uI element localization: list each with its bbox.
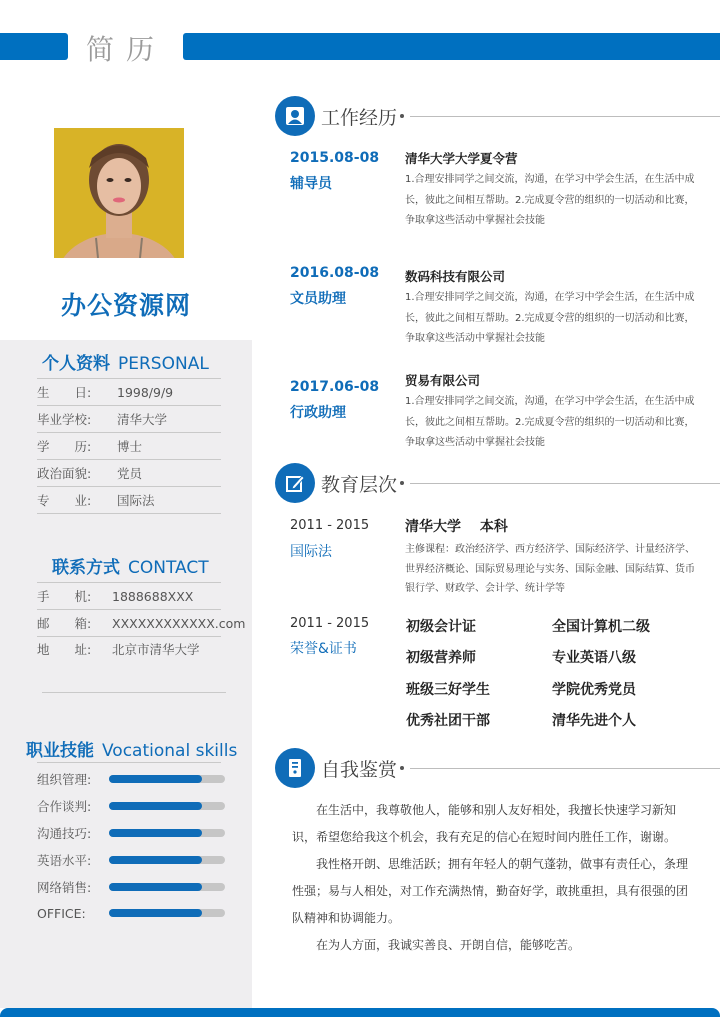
portrait-card-icon: [275, 96, 315, 136]
row-value: 1998/9/9: [117, 384, 174, 400]
skill-bar: [109, 856, 225, 864]
contact-heading-en: CONTACT: [128, 558, 209, 578]
job-date: 2017.06-08: [290, 379, 380, 395]
skill-bar-fill: [109, 909, 202, 917]
skill-label: 合作谈判:: [37, 799, 92, 814]
row-label: 生 日:: [37, 385, 92, 400]
self-eval-paragraph: 在生活中，我尊敬他人，能够和别人友好相处，我擅长快速学习新知识，希望您给我这个机会，我有充足的信心在短时间内胜任工作，谢谢。: [292, 803, 677, 844]
skill-bar: [109, 909, 225, 917]
skill-row: [37, 796, 227, 816]
row-label: 邮 箱:: [37, 616, 92, 631]
edu-major: 国际法: [290, 544, 332, 560]
contact-heading: [52, 553, 209, 578]
edu-school: 清华大学 本科: [405, 519, 508, 535]
skill-label: 英语水平:: [37, 853, 92, 868]
job-description: 1.合理安排同学之间交流，沟通，在学习中学会生活，在生活中成长，彼此之间相互帮助。2.完成夏令营的组织的一切活动和比赛，争取拿这些活动中掌握社会技能: [405, 396, 695, 448]
section-rule: [410, 768, 720, 769]
job-description: 1.合理安排同学之间交流，沟通，在学习中学会生活，在生活中成长，彼此之间相互帮助。2.完成夏令营的组织的一切活动和比赛，争取拿这些活动中掌握社会技能: [405, 174, 695, 226]
edit-pencil-icon: [275, 463, 315, 503]
contact-heading-cn: 联系方式: [52, 558, 120, 578]
personal-heading-cn: 个人资料: [42, 354, 110, 374]
skill-label: 组织管理:: [37, 772, 92, 787]
row-value: 国际法: [117, 493, 155, 508]
job-role: 辅导员: [290, 176, 332, 192]
row-label: 毕业学校:: [37, 412, 92, 427]
skill-row: [37, 877, 227, 897]
skill-label: 沟通技巧:: [37, 826, 92, 841]
row-label: 政治面貌:: [37, 466, 92, 481]
education-section-header: [275, 462, 720, 504]
skills-heading-en: Vocational skills: [102, 741, 238, 761]
row-label: 地 址:: [37, 642, 92, 657]
honor-item: 清华先进个人: [552, 713, 636, 729]
job-description: 1.合理安排同学之间交流，沟通，在学习中学会生活，在生活中成长，彼此之间相互帮助。2.完成夏令营的组织的一切活动和比赛，争取拿这些活动中掌握社会技能: [405, 292, 695, 344]
header-bar-left: [0, 33, 68, 60]
honors-label: 荣誉&证书: [290, 641, 357, 657]
bullet-dot: [400, 114, 404, 118]
personal-row-birthday: [37, 379, 221, 405]
personal-row-major: [37, 487, 221, 513]
divider: [37, 762, 221, 763]
personal-heading-en: PERSONAL: [118, 354, 209, 374]
skill-row: [37, 769, 227, 789]
divider: [37, 513, 221, 514]
honors-years: 2011 - 2015: [290, 616, 370, 631]
job-role: 行政助理: [290, 405, 346, 421]
self-eval-section-title: 自我鉴赏: [321, 758, 398, 781]
skill-bar: [109, 829, 225, 837]
skill-row: [37, 850, 227, 870]
self-eval-paragraph: 我性格开朗、思维活跃；拥有年轻人的朝气蓬勃，做事有责任心，条理性强；易与人相处，对工作充满热情，勤奋好学，敢挑重担，具有很强的团队精神和协调能力。: [292, 857, 689, 925]
skill-row: [37, 903, 227, 923]
row-value: 博士: [117, 439, 143, 454]
bullet-dot: [400, 766, 404, 770]
edu-years: 2011 - 2015: [290, 518, 370, 533]
education-section-title: 教育层次: [321, 473, 398, 496]
self-eval-section-header: [275, 747, 720, 789]
job-company: 数码科技有限公司: [405, 269, 506, 284]
edu-courses: 主修课程：政治经济学、西方经济学、国际经济学、计量经济学、世界经济概论、国际贸易理论与实务、国际金融、国际结算、货币银行学、财政学、会计学、统计学等: [405, 544, 695, 594]
job-company: 清华大学大学夏令营: [405, 151, 518, 166]
job-date: 2015.08-08: [290, 150, 380, 166]
bullet-dot: [400, 481, 404, 485]
personal-row-school: [37, 406, 221, 432]
portrait-photo-icon: [54, 128, 184, 258]
honor-item: 班级三好学生: [406, 682, 490, 698]
skill-row: [37, 823, 227, 843]
honor-item: 初级营养师: [406, 650, 476, 666]
skill-bar-fill: [109, 775, 202, 783]
skill-label: 网络销售:: [37, 880, 92, 895]
section-rule: [410, 116, 720, 117]
divider: [42, 692, 226, 693]
row-label: 学 历:: [37, 439, 92, 454]
honor-item: 全国计算机二级: [552, 619, 650, 635]
skill-bar-fill: [109, 883, 202, 891]
section-rule: [410, 483, 720, 484]
skills-heading-cn: 职业技能: [26, 741, 94, 761]
skill-bar: [109, 883, 225, 891]
job-company: 贸易有限公司: [405, 373, 481, 388]
skills-heading: [26, 736, 237, 761]
row-value: 清华大学: [117, 412, 168, 427]
footer-bar: [0, 1008, 720, 1017]
personal-heading: [42, 349, 209, 374]
contact-row-address: [37, 636, 200, 662]
row-value: 北京市清华大学: [112, 642, 200, 657]
skill-label: OFFICE:: [37, 905, 86, 921]
honor-item: 优秀社团干部: [406, 713, 490, 729]
personal-row-political: [37, 460, 221, 486]
self-eval-text: [292, 797, 697, 959]
row-value: 1888688XXX: [112, 588, 194, 604]
row-value: XXXXXXXXXXXX.com: [112, 615, 246, 631]
skill-bar-fill: [109, 802, 202, 810]
contact-row-email: [37, 610, 245, 636]
document-icon: [275, 748, 315, 788]
skill-bar-fill: [109, 829, 202, 837]
profile-photo: [54, 128, 184, 258]
row-label: 手 机:: [37, 589, 92, 604]
page-title: 简历: [86, 33, 167, 66]
honor-item: 专业英语八级: [552, 650, 636, 666]
row-value: 党员: [117, 466, 143, 481]
self-eval-paragraph: 在为人方面，我诚实善良、开朗自信，能够吃苦。: [316, 938, 581, 952]
contact-row-phone: [37, 583, 193, 609]
personal-row-degree: [37, 433, 221, 459]
work-section-title: 工作经历: [321, 106, 398, 129]
header-bar-right: [183, 33, 720, 60]
work-section-header: [275, 95, 720, 137]
skill-bar-fill: [109, 856, 202, 864]
profile-name: 办公资源网: [60, 291, 191, 320]
skill-bar: [109, 802, 225, 810]
skill-bar: [109, 775, 225, 783]
job-role: 文员助理: [290, 291, 346, 307]
honor-item: 学院优秀党员: [552, 682, 636, 698]
honor-item: 初级会计证: [406, 619, 476, 635]
job-date: 2016.08-08: [290, 265, 380, 281]
row-label: 专 业:: [37, 493, 92, 508]
